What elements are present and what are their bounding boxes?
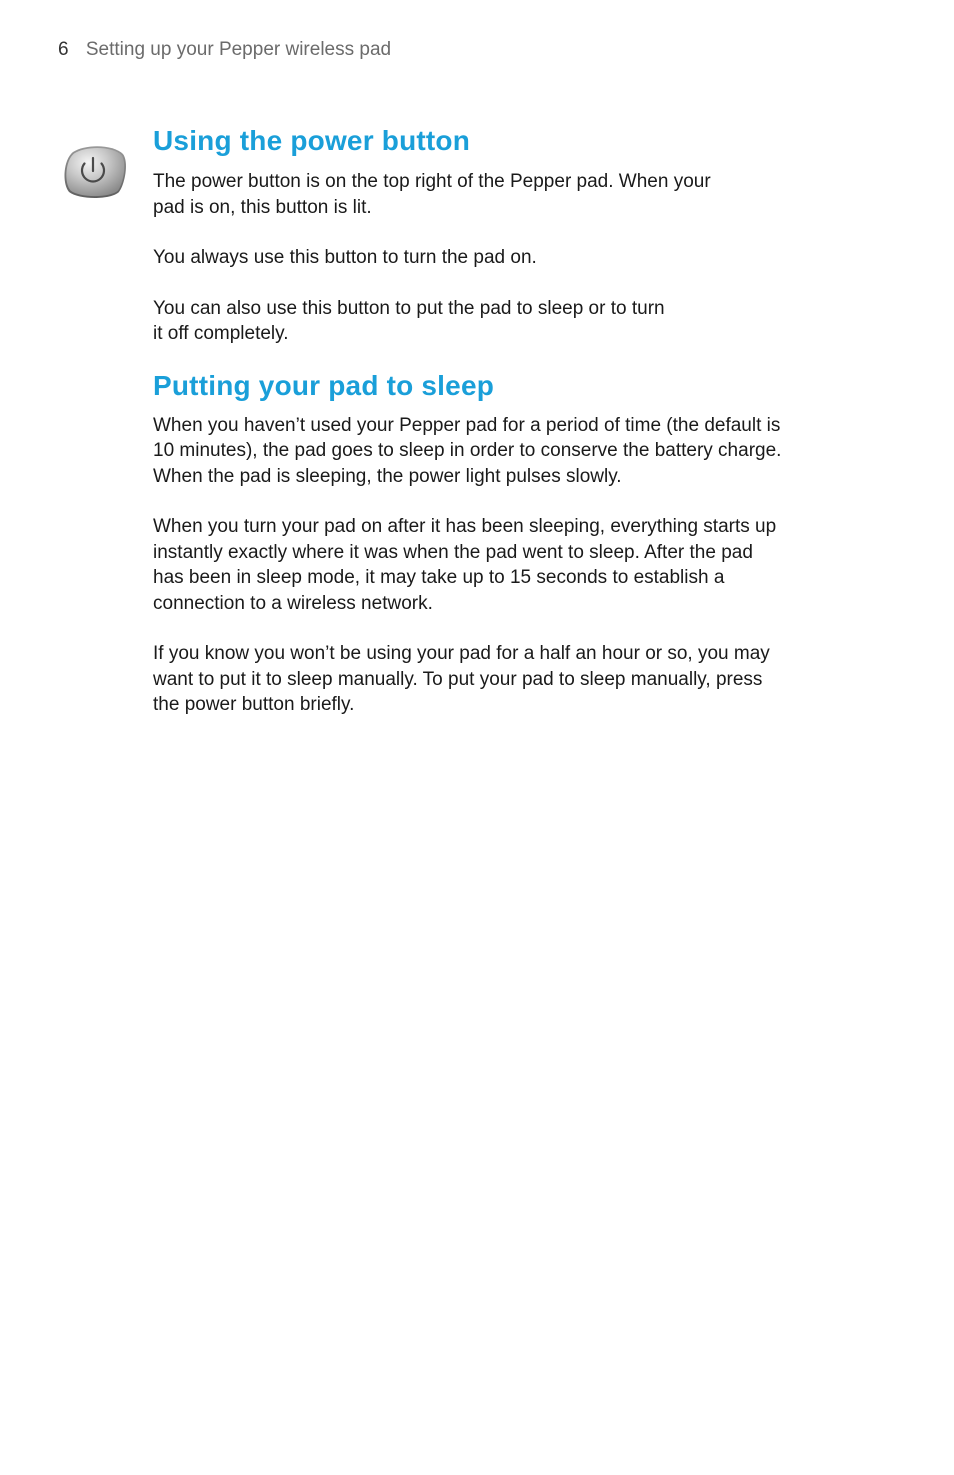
text-line: pad is on, this button is lit. xyxy=(153,196,372,218)
paragraph xyxy=(153,245,853,271)
paragraph xyxy=(153,296,743,347)
running-header xyxy=(58,39,391,61)
section-heading: Using the power button xyxy=(153,125,471,156)
text-line: When the pad is sleeping, the power light pulses slowly. xyxy=(153,465,622,487)
paragraph xyxy=(153,641,853,718)
paragraph xyxy=(153,514,853,616)
section-sleep xyxy=(153,367,853,718)
section-heading: Putting your pad to sleep xyxy=(153,369,495,401)
text-line: has been in sleep mode, it may take up to 15 seconds to establish a xyxy=(153,567,725,588)
text-line: the power button briefly. xyxy=(153,694,355,715)
running-title: Setting up your Pepper wireless pad xyxy=(85,39,392,60)
power-icon xyxy=(63,144,127,200)
page-content xyxy=(153,122,853,743)
text-line: When you turn your pad on after it has been sleeping, everything starts up xyxy=(153,516,777,537)
text-line: The power button is on the top right of the Pepper pad. When your xyxy=(153,171,711,192)
text-line: You can also use this button to put the pad to sleep or to turn xyxy=(153,297,665,319)
text-line: 10 minutes), the pad goes to sleep in order to conserve the battery charge. xyxy=(153,440,782,461)
text-line: If you know you won’t be using your pad for a half an hour or so, you may xyxy=(153,643,770,664)
text-line: You always use this button to turn the pad on. xyxy=(153,247,537,268)
paragraph xyxy=(153,169,793,220)
text-line: connection to a wireless network. xyxy=(153,592,433,614)
page-number: 6 xyxy=(58,39,69,60)
text-line: want to put it to sleep manually. To put your pad to sleep manually, press xyxy=(153,668,763,690)
text-line: it off completely. xyxy=(153,323,289,344)
paragraph xyxy=(153,413,853,490)
text-line: instantly exactly where it was when the pad went to sleep. After the pad xyxy=(153,541,753,563)
section-power-button xyxy=(153,122,853,347)
text-line: When you haven’t used your Pepper pad for a period of time (the default is xyxy=(153,414,781,436)
